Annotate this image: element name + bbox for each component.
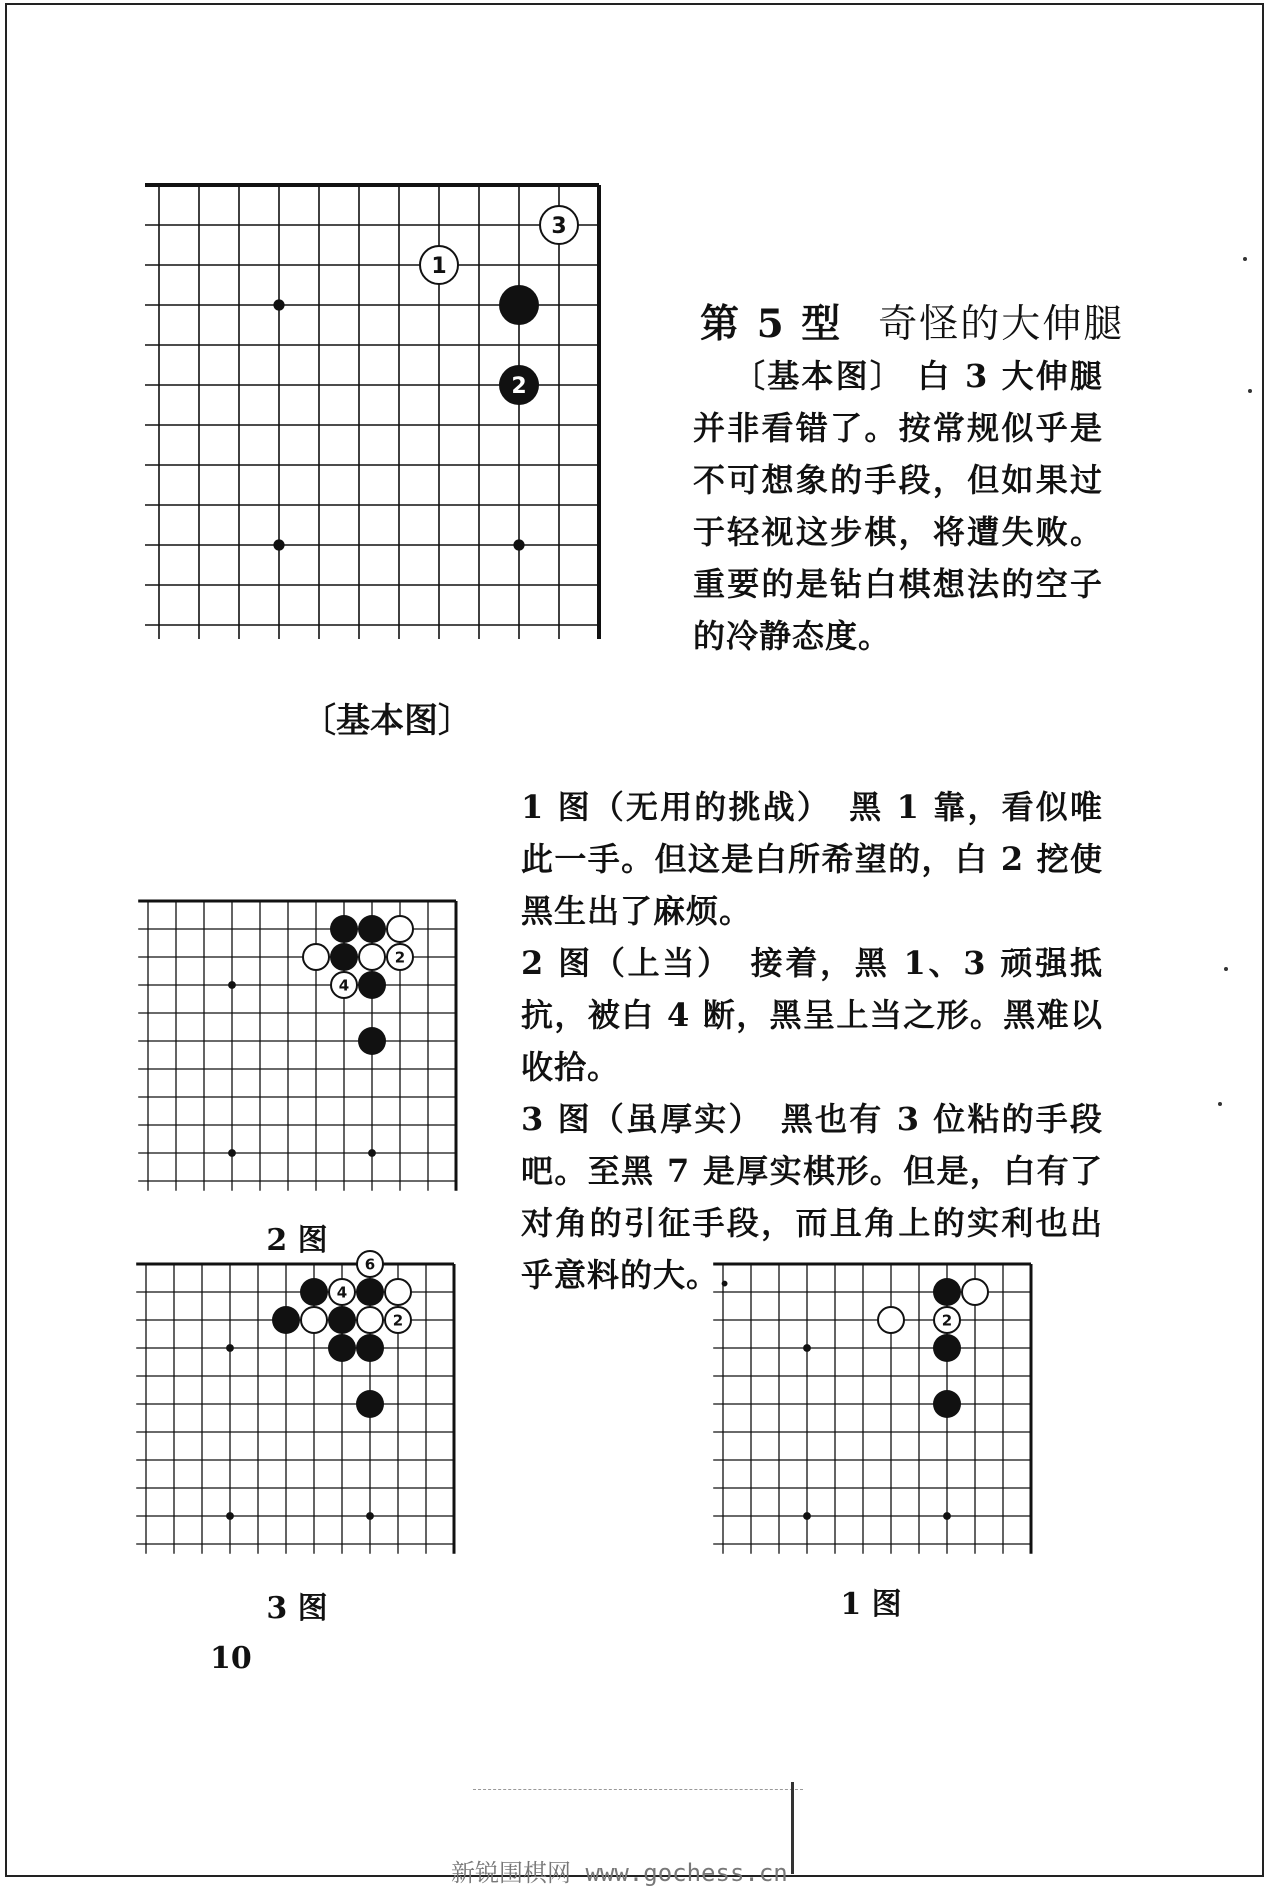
explanation-label: 2 图（上当） xyxy=(521,944,716,982)
white-stone xyxy=(357,1251,383,1277)
star-point xyxy=(943,1512,951,1520)
white-stone xyxy=(934,1307,960,1333)
black-stone-disc xyxy=(358,1027,386,1055)
explanation-text: 黑 1 靠，看似唯此一手。但这是白所希望的，白 2 挖使黑生出了麻烦。 xyxy=(521,788,1103,930)
scan-speck xyxy=(1218,1102,1222,1106)
move-number-label: 6 xyxy=(364,1255,376,1274)
black-stone-disc xyxy=(330,943,358,971)
star-point xyxy=(368,1149,376,1157)
pattern-number: 第 5 型 xyxy=(700,301,843,347)
go-board-fig1 xyxy=(709,1261,1045,1561)
black-stone xyxy=(933,1334,961,1362)
white-stone-disc xyxy=(359,944,385,970)
explanation-fig1 xyxy=(521,781,1103,937)
white-stone xyxy=(301,1307,327,1333)
move-number-label: 2 xyxy=(392,1311,404,1330)
caption-fig3: 3 图 xyxy=(266,1591,328,1626)
explanation-label: 3 图（虽厚实） xyxy=(521,1100,747,1138)
scan-artifact-line xyxy=(473,1789,803,1791)
white-stone-disc xyxy=(387,916,413,942)
explanation-text: 接着，黑 1、3 顽强抵抗，被白 4 断，黑呈上当之形。黑难以收拾。 xyxy=(521,944,1103,1086)
scan-speck xyxy=(1243,257,1247,261)
intro-label: 〔基本图〕 xyxy=(733,357,905,395)
black-stone xyxy=(933,1278,961,1306)
caption-fig1: 1 图 xyxy=(840,1587,902,1622)
book-page xyxy=(5,3,1264,1887)
move-number-label: 2 xyxy=(941,1311,953,1330)
black-stone-disc xyxy=(328,1306,356,1334)
black-stone xyxy=(358,971,386,999)
intro-text: 白 3 大伸腿并非看错了。按常规似乎是不可想象的手段，但如果过于轻视这步棋，将遭失败。重要的是钻白棋想法的空子的冷静态度。 xyxy=(693,357,1103,655)
white-stone xyxy=(387,916,413,942)
star-point xyxy=(803,1344,811,1352)
white-stone xyxy=(962,1279,988,1305)
move-number-label: 2 xyxy=(394,948,406,967)
black-stone xyxy=(356,1390,384,1418)
white-stone xyxy=(359,944,385,970)
caption-basic-diagram: 〔基本图〕 xyxy=(302,701,472,741)
black-stone-disc xyxy=(356,1334,384,1362)
black-stone-disc xyxy=(356,1278,384,1306)
black-stone xyxy=(358,1027,386,1055)
star-point xyxy=(513,539,524,550)
section-heading xyxy=(700,293,1124,349)
move-number-label: 3 xyxy=(551,213,567,239)
black-stone xyxy=(933,1390,961,1418)
black-stone xyxy=(330,915,358,943)
white-stone-disc xyxy=(303,944,329,970)
black-stone xyxy=(356,1278,384,1306)
black-stone xyxy=(499,285,539,325)
scan-speck xyxy=(1224,967,1228,971)
black-stone-disc xyxy=(272,1306,300,1334)
black-stone-disc xyxy=(499,285,539,325)
go-board-basic-diagram xyxy=(137,181,649,681)
move-number-label: 4 xyxy=(338,976,350,995)
white-stone xyxy=(878,1307,904,1333)
star-point xyxy=(228,981,236,989)
move-number-label: 1 xyxy=(431,253,447,279)
scan-artifact-bar xyxy=(791,1782,794,1874)
explanation-text-block xyxy=(521,781,1103,1301)
explanation-fig2 xyxy=(521,937,1103,1093)
white-stone-disc xyxy=(962,1279,988,1305)
black-stone xyxy=(358,915,386,943)
move-number-label: 4 xyxy=(336,1283,348,1302)
page-number: 10 xyxy=(210,1641,252,1676)
black-stone-disc xyxy=(330,915,358,943)
go-board-fig2 xyxy=(134,898,470,1198)
star-point xyxy=(228,1149,236,1157)
white-stone xyxy=(303,944,329,970)
explanation-text: 黑也有 3 位粘的手段吧。至黑 7 是厚实棋形。但是，白有了对角的引征手段，而且角上的实利也出乎意料的大。. xyxy=(521,1100,1103,1294)
black-stone-disc xyxy=(933,1390,961,1418)
black-stone-disc xyxy=(358,915,386,943)
black-stone xyxy=(328,1306,356,1334)
caption-fig2: 2 图 xyxy=(266,1223,328,1258)
star-point xyxy=(226,1512,234,1520)
star-point xyxy=(273,299,284,310)
black-stone-disc xyxy=(933,1334,961,1362)
black-stone-disc xyxy=(300,1278,328,1306)
scan-speck xyxy=(1248,389,1252,393)
black-stone-disc xyxy=(328,1334,356,1362)
white-stone xyxy=(385,1279,411,1305)
black-stone-disc xyxy=(933,1278,961,1306)
move-number-label: 2 xyxy=(511,373,527,399)
site-watermark: 新锐围棋网 www.gochess.cn xyxy=(451,1859,788,1887)
white-stone-disc xyxy=(878,1307,904,1333)
white-stone xyxy=(357,1307,383,1333)
go-board-fig3 xyxy=(132,1255,468,1561)
black-stone xyxy=(499,365,539,405)
white-stone xyxy=(329,1279,355,1305)
black-stone xyxy=(356,1334,384,1362)
star-point xyxy=(273,539,284,550)
intro-paragraph xyxy=(693,350,1103,662)
explanation-label: 1 图（无用的挑战） xyxy=(521,788,815,826)
white-stone-disc xyxy=(385,1279,411,1305)
white-stone-disc xyxy=(301,1307,327,1333)
black-stone xyxy=(300,1278,328,1306)
white-stone xyxy=(385,1307,411,1333)
pattern-title: 奇怪的大伸腿 xyxy=(878,302,1125,347)
white-stone xyxy=(331,972,357,998)
black-stone xyxy=(272,1306,300,1334)
black-stone-disc xyxy=(358,971,386,999)
white-stone xyxy=(387,944,413,970)
black-stone xyxy=(328,1334,356,1362)
intro-text-block xyxy=(693,350,1103,662)
white-stone xyxy=(420,246,458,284)
star-point xyxy=(226,1344,234,1352)
white-stone-disc xyxy=(357,1307,383,1333)
star-point xyxy=(366,1512,374,1520)
black-stone xyxy=(330,943,358,971)
white-stone xyxy=(540,206,578,244)
star-point xyxy=(803,1512,811,1520)
black-stone-disc xyxy=(356,1390,384,1418)
